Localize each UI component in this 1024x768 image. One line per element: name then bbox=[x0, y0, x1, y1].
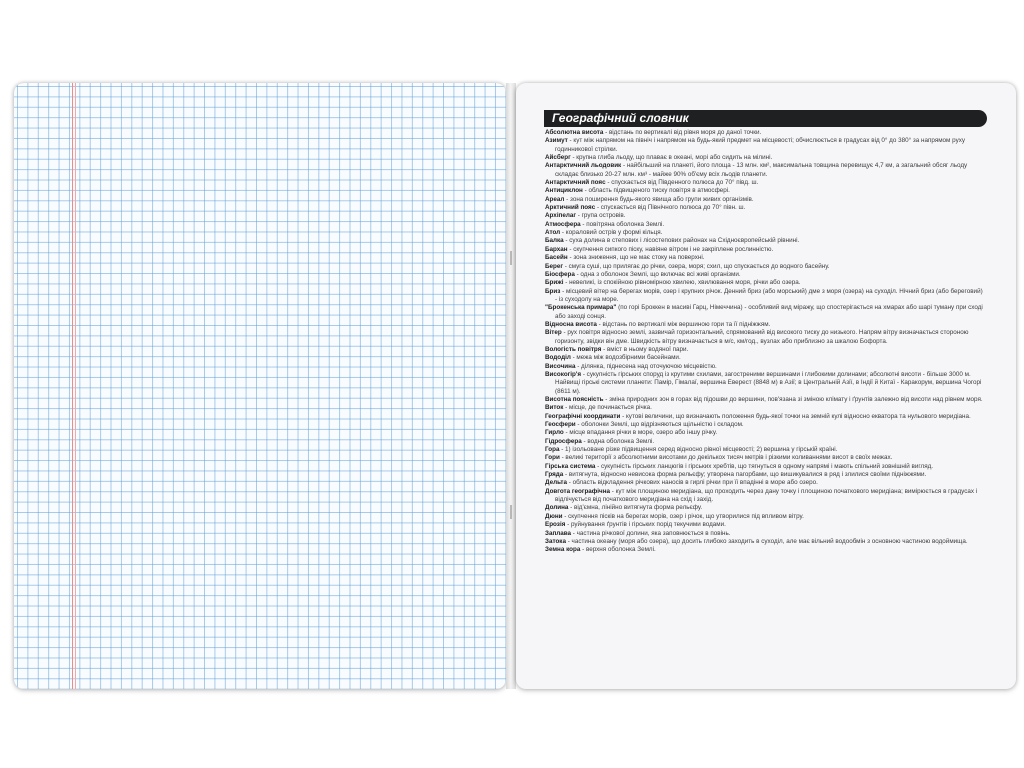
dictionary-entry bbox=[545, 187, 983, 195]
entry-term: Ареал bbox=[545, 195, 565, 203]
entry-definition: - вміст в ньому водяної пари. bbox=[601, 345, 689, 353]
entry-definition: - частина річкової долини, яка заповнюється в повінь. bbox=[571, 529, 731, 537]
entry-term: Гори bbox=[545, 454, 560, 462]
dictionary-entry bbox=[545, 513, 983, 521]
entry-definition: - одна з оболонок Землі, що включає всі живі організми. bbox=[574, 270, 741, 278]
dictionary-entry bbox=[545, 479, 983, 487]
entry-term: Атмосфера bbox=[545, 220, 581, 228]
dictionary-entry bbox=[545, 521, 983, 529]
margin-line bbox=[72, 83, 73, 689]
entry-definition: - кораловий острів у формі кільця. bbox=[560, 229, 663, 237]
entry-term: Гирло bbox=[545, 429, 564, 437]
entry-definition: - невеликі, із спокійною рівномірною хвилею, хвилювання моря, річки або озера. bbox=[563, 279, 801, 287]
entry-term: Вологість повітря bbox=[545, 345, 602, 353]
entry-term: Антарктичний пояс bbox=[545, 179, 606, 187]
entry-term: Антициклон bbox=[545, 187, 583, 195]
staple bbox=[510, 505, 512, 519]
entry-term: Геосфери bbox=[545, 421, 576, 429]
entry-definition: - кут між напрямом на північ і напрямом на будь-який предмет на місцевості; обчислюється в градусах від 0° до 380° за напрямом руху годинникової стрілки. bbox=[555, 137, 966, 153]
entry-definition: - спускається від Північного полюса до 70° півн. ш. bbox=[595, 204, 746, 212]
entry-term: Берег bbox=[545, 262, 563, 270]
open-notebook bbox=[14, 83, 1016, 691]
entry-term: Атол bbox=[545, 229, 561, 237]
dictionary-entry bbox=[545, 404, 983, 412]
entry-term: Архіпелаг bbox=[545, 212, 576, 220]
margin-line bbox=[75, 83, 76, 689]
entry-definition: - відстань по вертикалі між вершиною гори та її підніжжям. bbox=[596, 320, 771, 328]
entry-definition: - зона зниження, що не має стоку на поверхні. bbox=[567, 254, 705, 262]
entry-term: Біосфера bbox=[545, 270, 575, 278]
entry-term: Високогір'я bbox=[545, 370, 582, 378]
grid-page bbox=[14, 83, 506, 689]
entry-definition: - рух повітря відносно землі, зазвичай горизонтальний, спрямований від високого тиску до низького. Напрям вітру визначається стороною горизонту, звідки він дме. Швидкість вітру визначається в м/с, км/год., вузлах або приблизно за шкалою Бофорта. bbox=[555, 329, 969, 345]
dictionary-entry bbox=[545, 488, 983, 505]
dictionary-entry bbox=[545, 504, 983, 512]
entry-definition: - кут між площиною меридіана, що проходить через дану точку і площиною початкового меридіана; вимірюється в градусах і відлічується від початкового меридіана на схід і захід. bbox=[555, 487, 978, 504]
entry-term: Брижі bbox=[545, 279, 564, 287]
entry-definition: - повітряна оболонка Землі. bbox=[580, 220, 665, 228]
entry-term: Височина bbox=[545, 362, 576, 370]
entry-term: Гідросфера bbox=[545, 437, 582, 445]
entry-term: Ерозія bbox=[545, 521, 566, 529]
entry-definition: - витягнута, відносно невисока форма рельєфу; утворена пагорбами, що вишикувалися в ряд і злилися своїми підніжжями. bbox=[563, 471, 927, 479]
entry-definition: - сукупність гірських споруд із крутими схилами, загостреними вершинами і глибокими долинами; абсолютні висоти - більше 3000 м. Найвищі гірські системи планети: Памір, Гімалаї, вершина Еверест (8848 м) в Азії; в Центральній Азії, в Індії й Китаї - Каракорум, вершина Чогорі (8611 м). bbox=[555, 370, 982, 395]
dictionary-entry bbox=[545, 413, 983, 421]
entry-term: Дюни bbox=[545, 512, 563, 520]
entry-definition: - спускається від Південного полюса до 70° півд. ш. bbox=[605, 179, 759, 187]
entry-term: Антарктичний льодовик bbox=[545, 162, 622, 170]
entry-term: Географічні координати bbox=[545, 412, 621, 420]
dictionary-entry bbox=[545, 321, 983, 329]
entry-definition: - частина океану (моря або озера), що досить глибоко заходить в суходіл, але має вільний водообмін з основною частиною водоймища. bbox=[565, 537, 968, 545]
entry-definition: - ділянка, піднесена над оточуючою місцевістю. bbox=[575, 362, 717, 370]
dictionary-entry bbox=[545, 429, 983, 437]
page-title: Географічний словник bbox=[552, 111, 689, 125]
dictionary-entry bbox=[545, 354, 983, 362]
dictionary-entry bbox=[545, 530, 983, 538]
entry-term: Відносна висота bbox=[545, 320, 597, 328]
dictionary-entry bbox=[545, 463, 983, 471]
entry-term: Виток bbox=[545, 404, 564, 412]
dictionary-entry bbox=[545, 279, 983, 287]
entry-term: Бархан bbox=[545, 245, 568, 253]
entry-term: Затока bbox=[545, 537, 566, 545]
dictionary-entry bbox=[545, 329, 983, 346]
dictionary-entry bbox=[545, 237, 983, 245]
entry-definition: - смуга суші, що прилягає до річки, озера, моря; схил, що спускається до водного басейну. bbox=[563, 262, 830, 270]
entry-term: Долина bbox=[545, 504, 569, 512]
entry-term: Заплава bbox=[545, 529, 572, 537]
dictionary-entry bbox=[545, 162, 983, 179]
dictionary-entry bbox=[545, 546, 983, 554]
dictionary-entry bbox=[545, 454, 983, 462]
dictionary-page bbox=[516, 83, 1016, 689]
entry-definition: (по горі Броккен в масиві Гарц, Німеччина) - особливий вид міражу, що спостерігається на хмарах або шарі туману при сході або заході сонця. bbox=[555, 304, 983, 320]
entry-definition: - водна оболонка Землі. bbox=[581, 437, 655, 445]
entry-term: Айсберг bbox=[545, 154, 571, 162]
entry-term: Гряда bbox=[545, 471, 564, 479]
dictionary-entry bbox=[545, 263, 983, 271]
entry-term: Гора bbox=[545, 446, 560, 454]
entry-term: Абсолютна висота bbox=[545, 129, 604, 136]
entry-definition: - відстань по вертикалі від рівня моря до даної точки. bbox=[603, 129, 762, 136]
dictionary-entry bbox=[545, 288, 983, 305]
entry-term: Балка bbox=[545, 237, 564, 245]
entry-definition: - місцевий вітер на берегах морів, озер і крупних річок. Денний бриз (або морський) дме з моря (озера) на суходіл. Нічний бриз (або береговий) - із суходолу на море. bbox=[555, 287, 983, 303]
entry-term: Азимут bbox=[545, 137, 568, 145]
entry-definition: - кутові величини, що визначають положення будь-якої точки на земній кулі відносно екватора та нульового меридіана. bbox=[620, 412, 971, 420]
entry-term: Висотна поясність bbox=[545, 396, 604, 403]
dictionary-entry bbox=[545, 196, 983, 204]
entry-term: Довгота географічна bbox=[545, 487, 611, 495]
dictionary-entry bbox=[545, 254, 983, 262]
entry-term: Вододіл bbox=[545, 354, 571, 362]
entry-definition: - найбільший на планеті, його площа - 13 млн. км², максимальна товщина перевищує 4,7 км, а загальний обсяг льоду складає близько 20-27 млн. км³ - майже 90% об'єму всіх льодів планети. bbox=[555, 162, 968, 178]
dictionary-entry bbox=[545, 363, 983, 371]
entry-definition: - руйнування ґрунтів і гірських порід текучими водами. bbox=[565, 521, 726, 529]
dictionary-entry bbox=[545, 538, 983, 546]
dictionary-list bbox=[545, 129, 983, 555]
entry-term: Арктичний пояс bbox=[545, 204, 596, 212]
dictionary-entry bbox=[545, 137, 983, 154]
entry-term: Басейн bbox=[545, 254, 568, 262]
entry-definition: - зона поширення будь-якого явища або групи живих організмів. bbox=[564, 195, 754, 203]
entry-term: Земна кора bbox=[545, 546, 581, 554]
entry-term: Дельта bbox=[545, 479, 567, 487]
entry-definition: - сукупність гірських ланцюгів і гірських хребтів, що тягнуться в одному напрямі і мають спільний зовнішній вигляд. bbox=[595, 462, 934, 470]
entry-definition: - зміна природних зон в горах від підошви до вершини, пов'язана зі зміною клімату і ґрунтів залежно від висоти над рівнем моря. bbox=[603, 396, 983, 403]
entry-definition: - група островів. bbox=[576, 212, 626, 220]
notebook-spine bbox=[506, 83, 516, 689]
entry-definition: - 1) ізольоване різке підвищення серед відносно рівної місцевості; 2) вершина у гірській країні. bbox=[559, 446, 838, 454]
entry-term: Гірська система bbox=[545, 462, 596, 470]
entry-definition: - суха долина в степових і лісостепових районах на Східноєвропейській рівнині. bbox=[563, 237, 800, 245]
dictionary-entry bbox=[545, 271, 983, 279]
dictionary-entry bbox=[545, 212, 983, 220]
entry-definition: - скупчення сипкого піску, навіяне вітром і не закріплене рослинністю. bbox=[567, 245, 774, 253]
entry-definition: - верхня оболонка Землі. bbox=[580, 546, 656, 554]
entry-definition: - оболонки Землі, що відрізняються щільністю і складом. bbox=[575, 421, 744, 429]
entry-term: Вітер bbox=[545, 329, 562, 337]
entry-term: Бриз bbox=[545, 287, 561, 295]
header-bar bbox=[544, 110, 987, 127]
staple bbox=[510, 251, 512, 265]
dictionary-entry bbox=[545, 246, 983, 254]
entry-definition: - від'ємна, лінійно витягнута форма рельєфу. bbox=[568, 504, 703, 512]
dictionary-entry bbox=[545, 221, 983, 229]
dictionary-entry bbox=[545, 371, 983, 396]
dictionary-entry bbox=[545, 304, 983, 321]
entry-definition: - місце, де починається річка. bbox=[563, 404, 652, 412]
entry-definition: - місце впадання річки в море, озеро або іншу річку. bbox=[563, 429, 718, 437]
entry-definition: - область підвищеного тиску повітря в атмосфері. bbox=[582, 187, 730, 195]
entry-definition: - скупчення пісків на берегах морів, озер і річок, що утворилися під впливом вітру. bbox=[562, 512, 804, 520]
dictionary-entry bbox=[545, 438, 983, 446]
entry-definition: - область відкладення річкових наносів в гирлі річки при її впадінні в море або озеро. bbox=[566, 479, 818, 487]
entry-definition: - межа між водозбірними басейнами. bbox=[570, 354, 681, 362]
entry-definition: - великі території з абсолютними висотами до декількох тисяч метрів і різкими коливаннями висот в своїх межах. bbox=[559, 454, 893, 462]
entry-term: "Брокенська примара" bbox=[545, 304, 617, 312]
entry-definition: - крупна глиба льоду, що плаває в океані, морі або сидить на мілині. bbox=[570, 154, 773, 162]
